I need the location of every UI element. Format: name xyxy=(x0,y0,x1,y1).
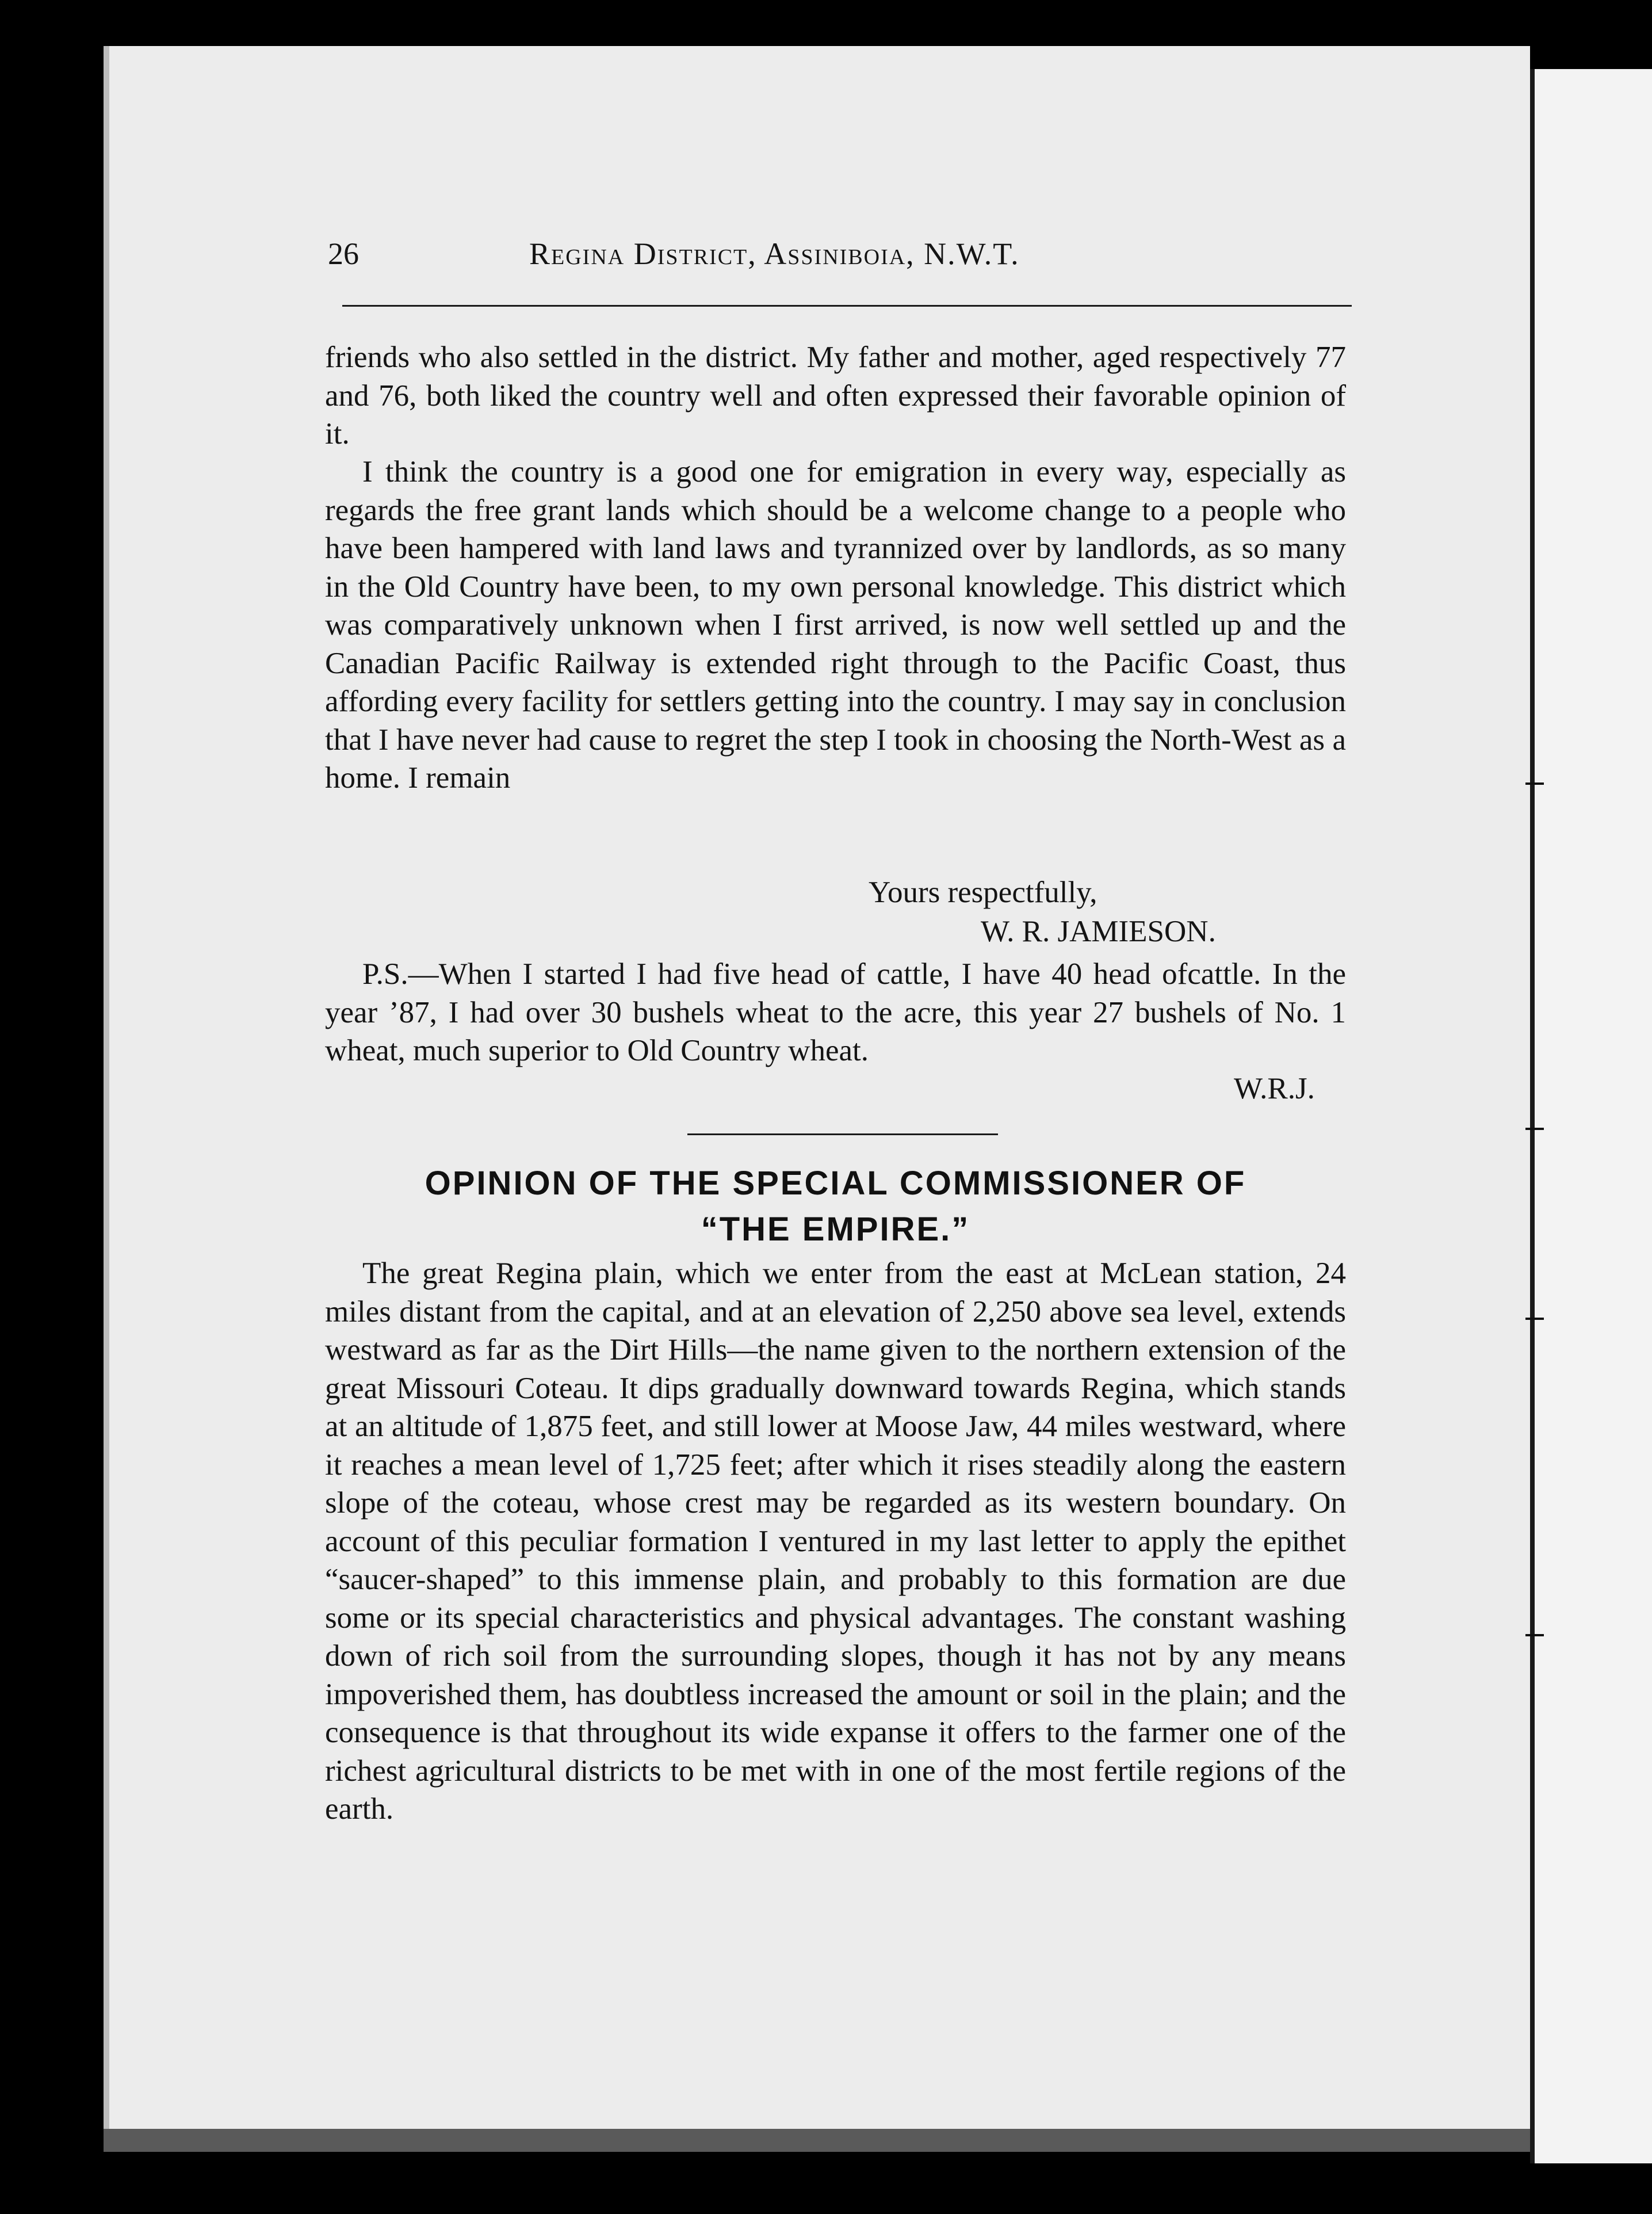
margin-mark xyxy=(1525,782,1544,785)
letter-closing: Yours respectfully, xyxy=(869,876,1097,909)
margin-mark xyxy=(1525,1634,1544,1636)
postscript-initials: W.R.J. xyxy=(1234,1072,1315,1105)
letter-postscript: P.S.—When I started I had five head of cattle, I have 40 head ofcattle. In the year ’87, I had over 30 bushels wheat to the acre, this year 27 bushels of No. 1 wheat, much superior to Old Country wheat. xyxy=(325,957,1346,1067)
facing-page-edge xyxy=(1530,69,1652,2163)
running-head xyxy=(328,236,1352,282)
page-edge-shadow xyxy=(104,2129,1530,2152)
article-heading-line-1: OPINION OF THE SPECIAL COMMISSIONER OF xyxy=(425,1165,1246,1202)
page-number: 26 xyxy=(328,236,359,271)
margin-mark xyxy=(1525,1318,1544,1320)
letter-paragraph-2: I think the country is a good one for emigration in every way, especially as regards the free grant lands which should be a welcome change to a people who have been hampered with land laws and tyrannized over by landlords, as so many in the Old Country have been, to my own personal knowledge. This district which was comparatively unknown when I first arrived, is now well settled up and the Canadian Pacific Railway is extended right through to the Pacific Coast, thus affording every facility for settlers getting into the country. I may say in conclusion that I have never had cause to regret the step I took in choosing the North-West as a home. I remain xyxy=(325,455,1346,795)
article-body: The great Regina plain, which we enter from the east at McLean station, 24 miles distant from the capital, and at an elevation of 2,250 above sea level, extends westward as far as the Dirt Hills—the name given to the northern extension of the great Missouri Coteau. It dips gradually downward towards Regina, which stands at an altitude of 1,875 feet, and still lower at Moose Jaw, 44 miles westward, where it reaches a mean level of 1,725 feet; after which it rises steadily along the eastern slope of the coteau, whose crest may be regarded as its western boundary. On account of this peculiar formation I ventured in my last letter to apply the epithet “saucer-shaped” to this immense plain, and probably to this formation are due some or its special characteristics and physical advantages. The constant washing down of rich soil from the surrounding slopes, though it has not by any means impoverished them, has doubtless increased the amount or soil in the plain; and the consequence is that throughout its wide expanse it offers to the farmer one of the richest agricultural districts to be met with in one of the most fertile regions of the earth. xyxy=(325,1257,1346,1826)
article-heading-line-2: “THE EMPIRE.” xyxy=(701,1211,970,1248)
letter-signature: W. R. JAMIESON. xyxy=(981,915,1216,948)
running-title: Regina District, Assiniboia, N.W.T. xyxy=(529,236,1020,271)
section-divider xyxy=(687,1133,998,1135)
header-rule xyxy=(342,305,1352,307)
margin-mark xyxy=(1525,1128,1544,1130)
letter-paragraph-1: friends who also settled in the district. My father and mother, aged respectively 77 and 76, both liked the country well and often expressed their favorable opinion of it. xyxy=(325,341,1346,451)
